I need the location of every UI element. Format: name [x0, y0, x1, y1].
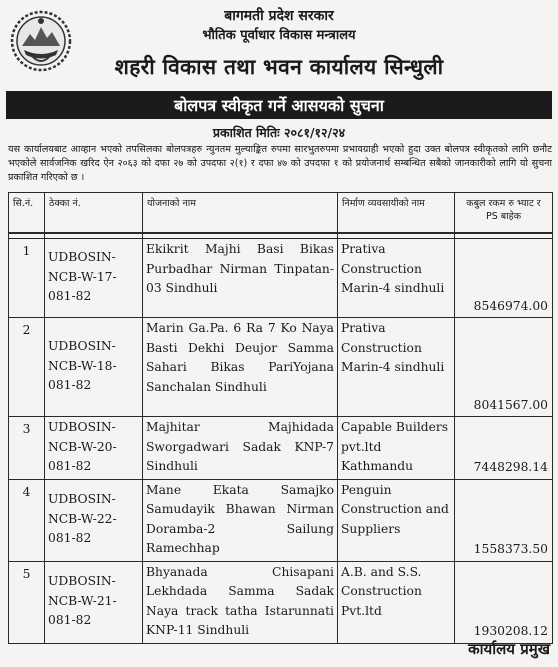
row-sn: 1 [9, 239, 45, 318]
row-contract: UDBOSIN-NCB-W-21-081-82 [45, 561, 143, 643]
notice-title: बोलपत्र स्वीकृत गर्ने आसयको सुचना [174, 96, 384, 115]
row-amount: 8041567.00 [455, 318, 553, 417]
row-amount: 7448298.14 [455, 417, 553, 480]
ministry-name: भौतिक पूर्वाधार विकास मन्त्रालय [202, 28, 356, 43]
header-contract: ठेक्का नं. [45, 193, 143, 234]
row-builder: Penguin Construction and Suppliers [338, 479, 455, 561]
row-builder: Capable Builders pvt.ltd Kathmandu [338, 417, 455, 480]
header-sn: सि.नं. [9, 193, 45, 234]
row-project-name: Ekikrit Majhi Basi Bikas Purbadhar Nirman Tinpatan-03 Sindhuli [143, 239, 338, 318]
row-sn: 2 [9, 318, 45, 417]
row-sn: 3 [9, 417, 45, 480]
table-row [9, 239, 553, 318]
header-project-name: योजनाको नाम [143, 193, 338, 234]
row-builder: A.B. and S.S. Construction Pvt.ltd [338, 561, 455, 643]
notice-title-banner [6, 91, 552, 119]
table-row [9, 318, 553, 417]
office-name: शहरी विकास तथा भवन कार्यालय सिन्धुली [114, 55, 444, 79]
row-project-name: Mane Ekata Samajko Samudayik Bhawan Nirman Doramba-2 Sailung Ramechhap [143, 479, 338, 561]
row-contract: UDBOSIN-NCB-W-18-081-82 [45, 318, 143, 417]
row-sn: 5 [9, 561, 45, 643]
intro-paragraph: यस कार्यालयबाट आव्हान भएको तपसिलका बोलपत्रहरु न्युनतम मुल्याङ्कित रुपमा सारभुतरुपमा प्रभावग्राही भएको हुदा उक्त बोलपत्र स्वीकृतको लागि छनौट भएकोले सार्वजनिक खरिद ऐन २०६३ को दफा २७ को उपदफा २(१) र दफा ४७ को उपदफा १ को प्रयोजनार्थ सम्बन्धित सबैको जानकारीको लागि यो सुचना प्रकाशित गरिएको छ । [8, 144, 552, 183]
table-row [9, 417, 553, 480]
row-contract: UDBOSIN-NCB-W-22-081-82 [45, 479, 143, 561]
table-row [9, 561, 553, 643]
row-project-name: Bhyanada Chisapani Lekhdada Samma Sadak Naya track tatha Istarunnati KNP-11 Sindhuli [143, 561, 338, 643]
row-builder: Prativa Construction Marin-4 sindhuli [338, 318, 455, 417]
table-row [9, 479, 553, 561]
row-sn: 4 [9, 479, 45, 561]
row-project-name: Majhitar Majhidada Sworgadwari Sadak KNP-7 Sindhuli [143, 417, 338, 480]
table-header-row [9, 193, 553, 234]
office-chief-signature: कार्यालय प्रमुख [468, 640, 550, 658]
government-name: बागमती प्रदेश सरकार [224, 8, 334, 24]
row-contract: UDBOSIN-NCB-W-17-081-82 [45, 239, 143, 318]
row-contract: UDBOSIN-NCB-W-20-081-82 [45, 417, 143, 480]
published-date: प्रकाशित मितिः २०८१/१२/२४ [212, 125, 346, 140]
row-builder: Prativa Construction Marin-4 sindhuli [338, 239, 455, 318]
row-amount: 1930208.12 [455, 561, 553, 643]
header-amount: कबुल रकम रु भ्याट र PS बाहेक [455, 193, 553, 234]
row-amount: 1558373.50 [455, 479, 553, 561]
header-builder: निर्माण व्यवसायीको नाम [338, 193, 455, 234]
row-project-name: Marin Ga.Pa. 6 Ra 7 Ko Naya Basti Dekhi Deujor Samma Sahari Bikas PariYojana Sanchalan Sindhuli [143, 318, 338, 417]
row-amount: 8546974.00 [455, 239, 553, 318]
contracts-table [8, 192, 553, 644]
